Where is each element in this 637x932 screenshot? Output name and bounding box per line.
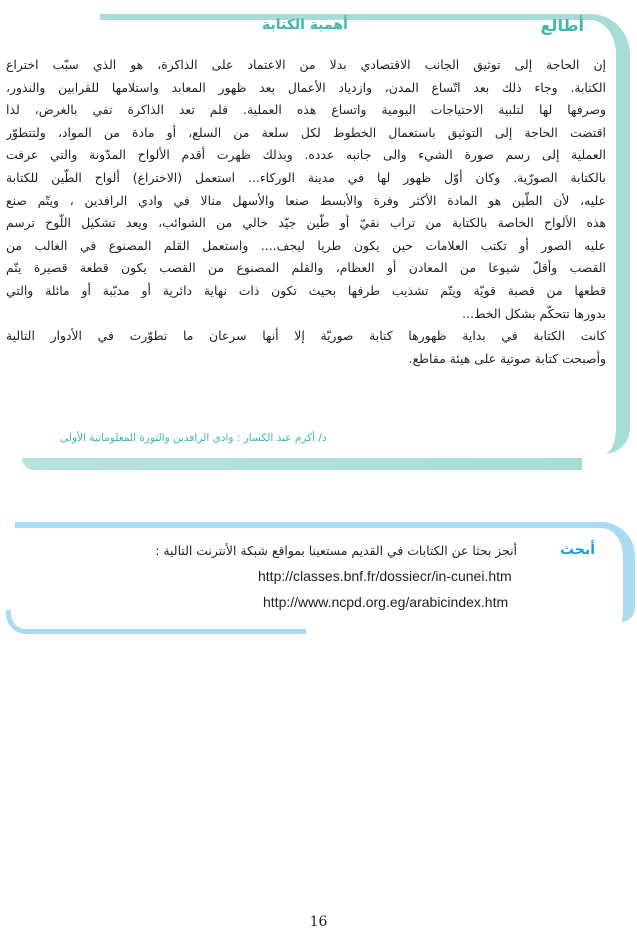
text-line: العملية إلى رسم صورة الشيء والى جانبه عدده. وبذلك ظهرت أقدم الألواح المدّونة والتي عرفت xyxy=(6,147,606,163)
text-line: اقتضت الحاجة إلى التوثيق باستعمال الخطوط لكل سلعة من السلع، أو مادة من المواد، ولتتطوّر xyxy=(6,124,606,140)
url-link[interactable]: http://www.ncpd.org.eg/arabicindex.htm xyxy=(263,594,509,610)
source-citation: د/ أكرم عبد الكسار : وادي الرافدين والثورة المعلوماتية الأولى xyxy=(60,432,327,444)
text-line: وصرفها لها لتلبية الاحتياجات اليومية واتساع هذه العملية. فلم تعد الذاكرة تفي بالغرض، لذا xyxy=(6,102,606,118)
reading-box xyxy=(0,14,632,459)
text-line: كانت الكتابة في بداية ظهورها كتابة صوريّة إلا أنها سرعان ما تطوّرت في الأدوار التالية xyxy=(6,328,606,344)
text-line: إن الحاجة إلى توثيق الجانب الاقتصادي بدلا من الاعتماد على الذاكرة، هو الذي سبّب اختراع xyxy=(6,57,606,72)
text-line: الكتابة. وجاء ذلك بعد اتّساع المدن، وازدياد الأعمال بعد ظهور المعابد واستلامها للقرابين والنذور، xyxy=(6,79,606,95)
text-line: القصب وأقلّ شيوعا من المعادن أو العظام، والقلم المصنوع من القصب يكون قطعة قصيرة يتّم xyxy=(6,260,606,276)
text-line: بدورها تتحكّم بشكل الخط... xyxy=(462,305,606,321)
section-tag-research: أبحث xyxy=(560,542,595,558)
text-line: عليه، لأن الطّين هو المادة الأكثر وفرة والأبسط صنعا والأسهل منالا في وادي الرافدين ، ويتّم صنع xyxy=(6,192,606,208)
url-link[interactable]: http://classes.bnf.fr/dossiecr/in-cunei.htm xyxy=(258,568,512,584)
page-number: 16 xyxy=(309,914,328,930)
section-title: أهمية الكتابة xyxy=(262,17,348,33)
research-box xyxy=(0,522,637,642)
reading-text xyxy=(6,54,606,370)
reading-box-bottom-bar xyxy=(22,458,582,470)
research-box-bottom-curve xyxy=(6,610,306,634)
text-line: وأصبحت كتابة صوتية على هيئة مقاطع. xyxy=(408,350,606,366)
text-line: بالكتابة الصورّية. وكان أوّل ظهور لها في مدينة الوركاء... استعمل (الاختراع) ألواح الطّين للكتابة xyxy=(6,169,606,185)
text-line: عليه الصور أو تكتب العلامات حين يكون طريا ليجف.... واستعمل القلم المصنوع في الغالب من xyxy=(6,237,606,253)
research-task: أنجز بحثا عن الكتابات في القديم مستعينا بمواقع شبكة الأنترنت التالية : xyxy=(155,543,517,558)
text-line: هذه الألواح الخاصة بالكتابة من تراب نقيّ أو طّين جيّد خالي من الشوائب، ويعد تشكيل اللّوح ترسم xyxy=(6,215,606,231)
text-line: قطعها من قصبة قويّة ويتّم تشذيب طرفها بحيث تكون ذات نهاية دائرية أو مدبّبة أو مائلة والتي xyxy=(6,282,606,298)
section-tag-read: أطالع xyxy=(540,16,584,35)
